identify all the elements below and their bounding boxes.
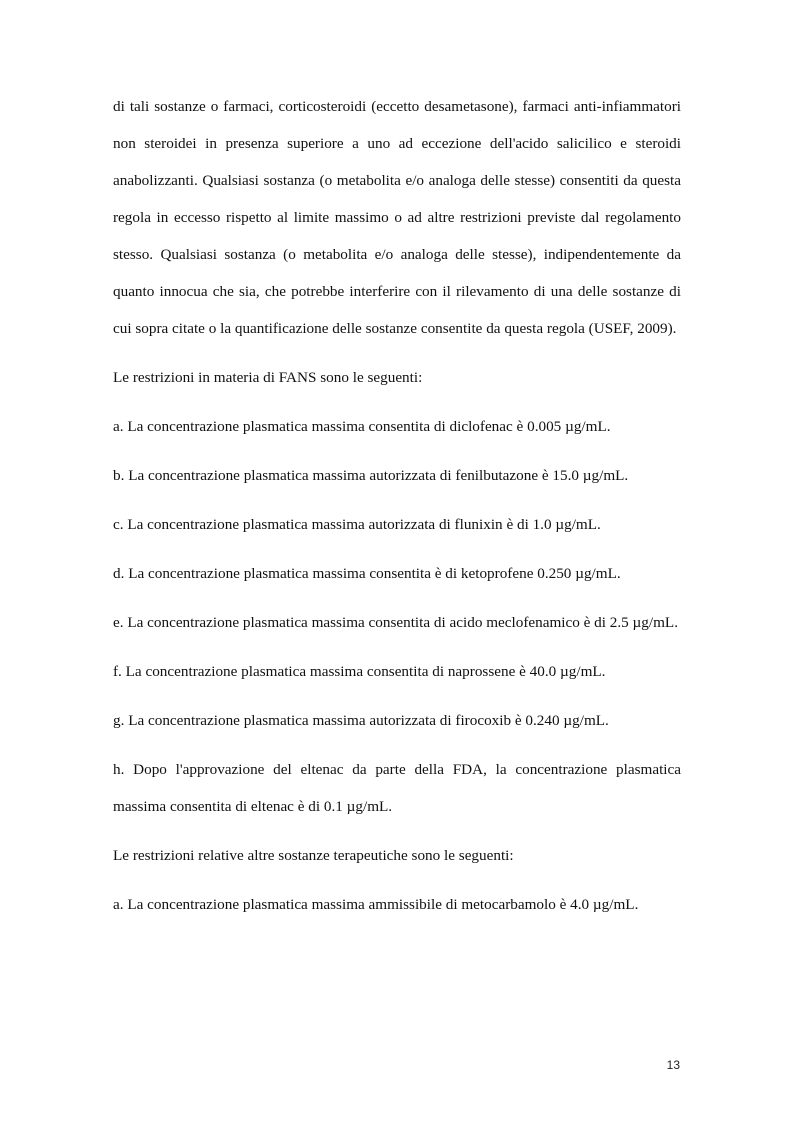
fans-item-d: d. La concentrazione plasmatica massima consentita è di ketoprofene 0.250 µg/mL. <box>113 565 621 582</box>
other-item-a: a. La concentrazione plasmatica massima ammissibile di metocarbamolo è 4.0 µg/mL. <box>113 896 639 913</box>
fans-item-h: h. Dopo l'approvazione del eltenac da parte della FDA, la concentrazione plasmatica massima consentita di eltenac è di 0.1 µg/mL. <box>113 761 681 815</box>
intro-paragraph: di tali sostanze o farmaci, corticosteroidi (eccetto desametasone), farmaci anti-infiammatori non steroidei in presenza superiore a uno ad eccezione dell'acido salicilico e steroidi anabolizzanti. Qualsiasi sostanza (o metabolita e/o analoga delle stesse) consentiti da questa regola in eccesso rispetto al limite massimo o ad altre restrizioni previste dal regolamento stesso. Qualsiasi sostanza (o metabolita e/o analoga delle stesse), indipendentemente da quanto innocua che sia, che potrebbe interferire con il rilevamento di una delle sostanze di cui sopra citate o la quantificazione delle sostanze consentite da questa regola (USEF, 2009). <box>113 98 681 337</box>
page-number: 13 <box>666 1058 680 1072</box>
other-substances-heading: Le restrizioni relative altre sostanze terapeutiche sono le seguenti: <box>113 847 514 864</box>
fans-item-c: c. La concentrazione plasmatica massima autorizzata di flunixin è di 1.0 µg/mL. <box>113 516 601 533</box>
fans-item-b: b. La concentrazione plasmatica massima autorizzata di fenilbutazone è 15.0 µg/mL. <box>113 467 629 484</box>
fans-item-e: e. La concentrazione plasmatica massima consentita di acido meclofenamico è di 2.5 µg/mL. <box>113 614 678 631</box>
fans-item-a: a. La concentrazione plasmatica massima consentita di diclofenac è 0.005 µg/mL. <box>113 418 611 435</box>
page-content <box>113 88 681 923</box>
fans-item-f: f. La concentrazione plasmatica massima consentita di naprossene è 40.0 µg/mL. <box>113 663 606 680</box>
fans-heading: Le restrizioni in materia di FANS sono le seguenti: <box>113 369 423 386</box>
fans-item-g: g. La concentrazione plasmatica massima autorizzata di firocoxib è 0.240 µg/mL. <box>113 712 609 729</box>
